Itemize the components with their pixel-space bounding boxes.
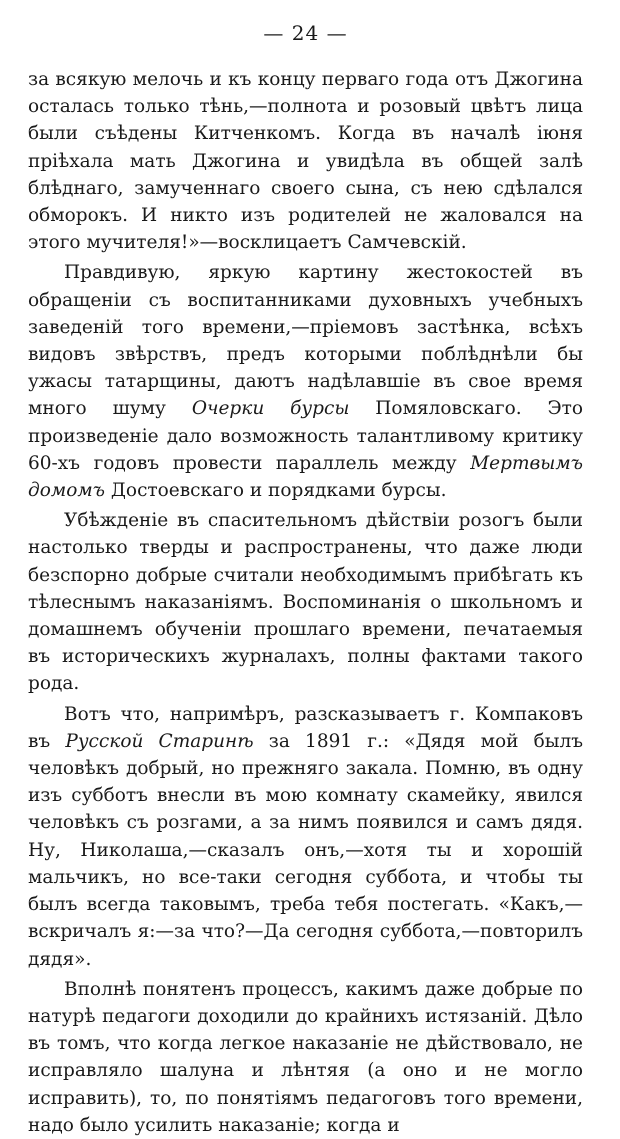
book-page <box>28 0 584 1136</box>
paragraph <box>28 976 583 1139</box>
paragraph <box>28 507 583 697</box>
text-run: Вотъ что, напримѣръ, разсказываетъ г. Компаковъ въ <box>28 703 583 752</box>
text-run: Вполнѣ понятенъ процессъ, какимъ даже добрые по натурѣ педагоги доходили до крайнихъ истязаній. Дѣло въ томъ, что когда легкое наказаніе не дѣйствовало, не исправляло шалуна и лѣнтяя (а оно и не могло исправить), то, по понятіямъ педагоговъ того времени, надо было усилить наказаніе; когда и <box>28 978 583 1136</box>
italic-title: Русской Старинѣ <box>65 730 254 752</box>
text-run: за 1891 г.: «Дядя мой былъ человѣкъ добрый, но прежняго закала. Помню, въ одну изъ субботъ внесли въ мою комнату скамейку, явился человѣкъ съ розгами, а за нимъ появился и самъ дядя. Ну, Николаша,—сказалъ онъ,—хотя ты и хорошій мальчикъ, но все-таки сегодня суббота, и чтобы ты былъ всегда таковымъ, треба тебя постегать. «Какъ,—вскричалъ я:—за что?—Да сегодня суббота,—повторилъ дядя». <box>28 730 583 970</box>
paragraph <box>28 701 583 973</box>
text-run: Убѣжденіе въ спасительномъ дѣйствіи розогъ были настолько тверды и распространены, что даже люди безспорно добрые считали необходимымъ прибѣгать къ тѣлеснымъ наказаніямъ. Воспоминанія о школьномъ и домашнемъ обученіи прошлаго времени, печатаемыя въ историческихъ журналахъ, полны фактами такого рода. <box>28 510 583 695</box>
page-number: — 24 — <box>263 21 348 45</box>
paragraph <box>28 259 583 504</box>
text-run: Правдивую, яркую картину жестокостей въ обращеніи съ воспитанниками духовныхъ учебныхъ заведеній того времени,—пріемовъ застѣнка, всѣхъ видовъ звѣрствъ, предъ которыми поблѣднѣли бы ужасы татарщины, даютъ надѣлавшіе въ свое время много шуму <box>28 262 583 420</box>
text-run: за всякую мелочь и къ концу перваго года отъ Джогина осталась только тѣнь,—полнота и розовый цвѣтъ лица были съѣдены Китченкомъ. Когда въ началѣ іюня пріѣхала мать Джогина и увидѣла въ общей залѣ блѣднаго, замученнаго своего сына, съ нею сдѣлался обморокъ. И никто изъ родителей не жаловался на этого мучителя!»—восклицаетъ Самчевскій. <box>28 69 583 254</box>
text-body <box>28 66 583 1139</box>
italic-title: Мертвымъ домомъ <box>28 452 583 502</box>
text-run: Достоевскаго и порядками бурсы. <box>105 480 447 502</box>
italic-title: Очерки бурсы <box>191 398 350 420</box>
paragraph <box>28 66 583 256</box>
text-run: Помяловскаго. Это произведеніе дало возможность талантливому критику 60-хъ годовъ провести параллель между <box>28 398 584 474</box>
